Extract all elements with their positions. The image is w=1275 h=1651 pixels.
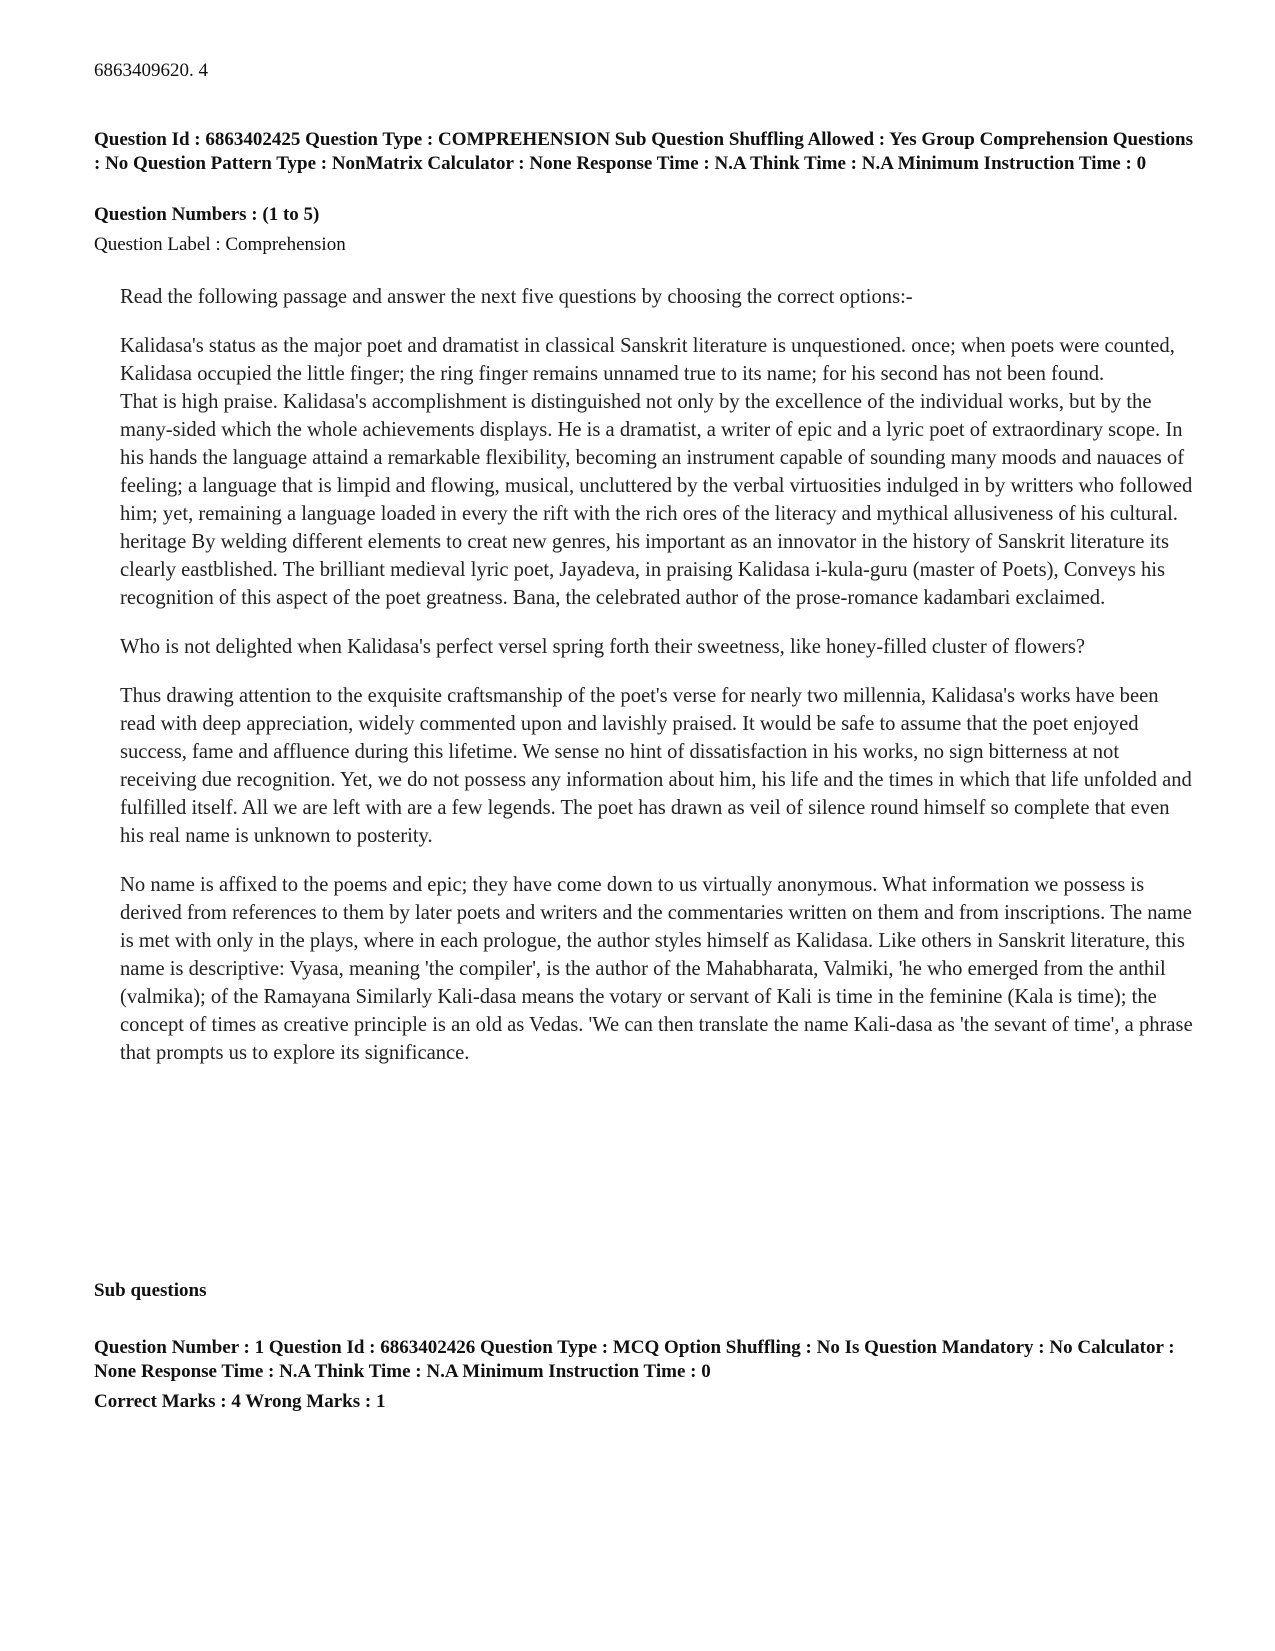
sub-question-1-marks: Correct Marks : 4 Wrong Marks : 1 — [94, 1391, 386, 1412]
passage-paragraph-1: Kalidasa's status as the major poet and dramatist in classical Sanskrit literature is unquestioned. once; when poets were counted, Kalidasa occupied the little finger; the ring finger remains unnamed true to its name; for his second has not been found. — [120, 335, 1175, 385]
passage-paragraph-2: That is high praise. Kalidasa's accomplishment is distinguished not only by the excellence of the individual works, but by the many-sided which the whole achievements displays. He is a dramatist, a writer of epic and a lyric poet of extraordinary scope. In his hands the language attaind a remarkable flexibility, becoming an instrument capable of sounding many moods and nauaces of feeling; a language that is limpid and flowing, musical, uncluttered by the verbal virtuosities indulged in by writters who followed him; yet, remaining a language loaded in every the rift with the rich ores of the literacy and mythical allusiveness of his cultural. heritage By welding different elements to creat new genres, his important as an innovator in the history of Sanskrit literature its clearly eastblished. The brilliant medieval lyric poet, Jayadeva, in praising Kalidasa i-kula-guru (master of Poets), Conveys his recognition of this aspect of the poet greatness. Bana, the celebrated author of the prose-romance kadambari exclaimed. — [120, 391, 1193, 609]
page-reference-number: 6863409620. 4 — [94, 60, 208, 81]
comprehension-passage — [120, 283, 1195, 1067]
passage-instruction: Read the following passage and answer the next five questions by choosing the correct options:- — [120, 286, 913, 308]
passage-paragraph-5: No name is affixed to the poems and epic; they have come down to us virtually anonymous. What information we possess is derived from references to them by later poets and writers and the commentaries written on them and from inscriptions. The name is met with only in the plays, where in each prologue, the author styles himself as Kalidasa. Like others in Sanskrit literature, this name is descriptive: Vyasa, meaning 'the compiler', is the author of the Mahabharata, Valmiki, 'he who emerged from the anthil (valmika); of the Ramayana Similarly Kali-dasa means the votary or servant of Kali is time in the feminine (Kala is time); the concept of times as creative principle is an old as Vedas. 'We can then translate the name Kali-dasa as 'the sevant of time', a phrase that prompts us to explore its significance. — [120, 874, 1193, 1064]
question-label: Question Label : Comprehension — [94, 234, 346, 255]
question-numbers: Question Numbers : (1 to 5) — [94, 204, 320, 225]
sub-questions-heading: Sub questions — [94, 1280, 207, 1301]
passage-paragraph-4: Thus drawing attention to the exquisite craftsmanship of the poet's verse for nearly two millennia, Kalidasa's works have been read with deep appreciation, widely commented upon and lavishly praised. It would be safe to assume that the poet enjoyed success, fame and affluence during this lifetime. We sense no hint of dissatisfaction in his works, no sign bitterness at not receiving due recognition. Yet, we do not possess any information about him, his life and the times in which that life unfolded and fulfilled itself. All we are left with are a few legends. The poet has drawn as veil of silence round himself so complete that even his real name is unknown to posterity. — [120, 685, 1192, 847]
question-metadata: Question Id : 6863402425 Question Type : COMPREHENSION Sub Question Shuffling Allowed : Yes Group Comprehension Questions : No Question Pattern Type : NonMatrix Calculator : None Response Time : N.A Think Time : N.A Minimum Instruction Time : 0 — [94, 129, 1194, 174]
passage-paragraph-3: Who is not delighted when Kalidasa's perfect versel spring forth their sweetness, like honey-filled cluster of flowers? — [120, 636, 1086, 658]
sub-question-1-metadata: Question Number : 1 Question Id : 6863402426 Question Type : MCQ Option Shuffling : No Is Question Mandatory : No Calculator : None Response Time : N.A Think Time : N.A Minimum Instruction Time : 0 — [94, 1337, 1175, 1382]
